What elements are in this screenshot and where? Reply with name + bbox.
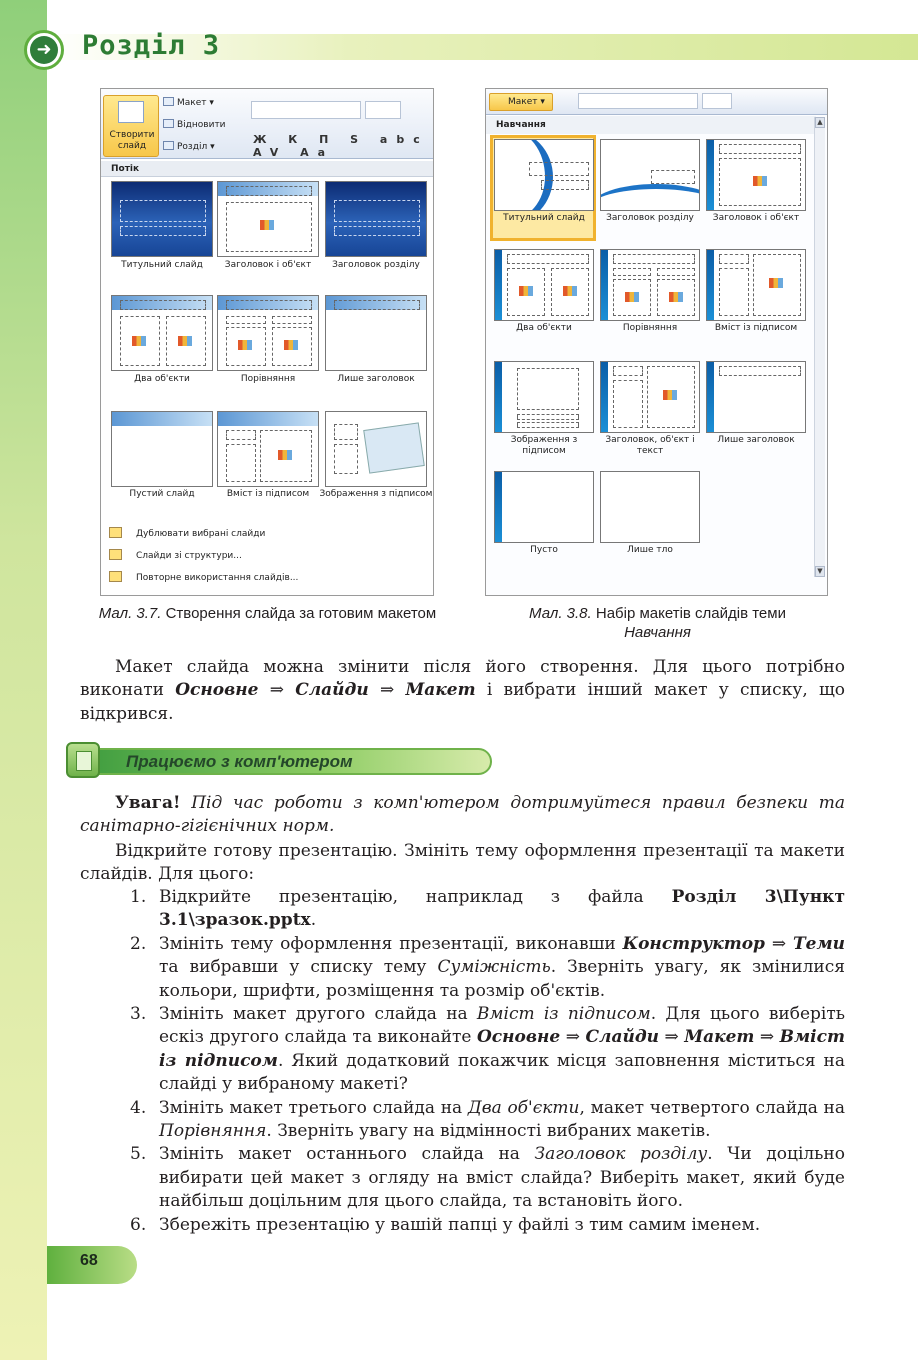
figure-3-7-caption (95, 604, 440, 623)
font-name-select[interactable] (251, 101, 361, 119)
arrow-right-icon: ➜ (30, 36, 58, 64)
new-slide-icon (118, 101, 144, 123)
layout-thumb-title-slide[interactable] (494, 139, 594, 211)
computer-icon (66, 742, 100, 778)
layout-caption: Заголовок, об'єкт і текст (605, 435, 695, 456)
section-label: Розділ (177, 142, 208, 152)
side-strip (0, 0, 47, 1360)
layout-caption: Пустий слайд (129, 489, 195, 499)
layout-thumb-picture-caption[interactable] (494, 361, 594, 433)
layout-caption: Вміст із підписом (226, 489, 310, 499)
layout-thumb-title-content[interactable] (217, 181, 319, 257)
layout-thumb-section-header[interactable] (325, 181, 427, 257)
layout-thumb-title-slide[interactable] (111, 181, 213, 257)
warning-text: Під час роботи з комп'ютером дотримуйтеся правил безпеки та санітарно-гігієнічних норм. (80, 793, 845, 837)
layout-thumb-title-only[interactable] (706, 361, 806, 433)
layout-label: Макет (508, 97, 538, 107)
outline-icon (109, 549, 122, 560)
page-number: 68 (80, 1252, 98, 1269)
font-size-select[interactable] (702, 93, 732, 109)
layout-caption: Титульний слайд (121, 260, 203, 270)
paragraph-layout-change: Макет слайда можна змінити після його створення. Для цього потрібно виконати Основне ⇒ Слайди ⇒ Макет і вибрати інший макет у списку, що відкрився. (80, 657, 845, 724)
layout-icon (163, 97, 174, 106)
caption-prefix: Мал. 3.8. (529, 605, 592, 622)
layout-caption: Два об'єкти (134, 374, 190, 384)
layout-caption: Порівняння (240, 374, 296, 384)
layout-caption: Заголовок і об'єкт (712, 213, 800, 223)
warning-paragraph (80, 792, 845, 839)
layout-thumb-comparison[interactable] (600, 249, 700, 321)
layout-caption: Зображення з підписом (510, 435, 578, 456)
layout-caption: Порівняння (622, 323, 678, 333)
banner-title: Працюємо з комп'ютером (126, 752, 353, 771)
list-item: 4. Змініть макет третього слайда на Два об'єкти, макет четвертого слайда на Порівняння. Зверніть увагу на відмінності вибраних макетів. (130, 1097, 846, 1142)
ribbon (101, 89, 434, 159)
menu-item-from-outline[interactable]: Слайди зі структури... (109, 549, 242, 561)
font-name-select[interactable] (578, 93, 698, 109)
scroll-up-icon[interactable]: ▲ (815, 117, 825, 128)
new-slide-label: Створити слайд (109, 130, 155, 151)
section-banner (66, 742, 494, 778)
warning-label: Увага! (115, 793, 181, 813)
menu-item-duplicate[interactable]: Дублювати вибрані слайди (109, 527, 265, 539)
chapter-title: Розділ 3 (82, 30, 221, 61)
list-item: 5. Змініть макет останнього слайда на Заголовок розділу. Чи доцільно вибирати цей макет з огляду на вміст слайда? Виберіть макет, який буде найбільш доцільним для цього слайда, та встановіть його. (130, 1144, 845, 1212)
layout-caption: Лише заголовок (337, 374, 415, 384)
layout-caption: Зображення з підписом (319, 489, 433, 499)
layout-caption: Два об'єкти (516, 323, 572, 333)
layout-thumb-content-caption[interactable] (217, 411, 319, 487)
layout-thumb-content-caption[interactable] (706, 249, 806, 321)
caption-text: Створення слайда за готовим макетом (161, 605, 437, 622)
layout-caption: Заголовок розділу (606, 213, 694, 223)
figure-3-7-screenshot (100, 88, 434, 596)
layout-caption: Заголовок розділу (332, 260, 420, 270)
layout-thumb-title-only[interactable] (325, 295, 427, 371)
layout-menu-button[interactable]: Макет ▾ (489, 93, 553, 111)
layout-thumb-two-content[interactable] (494, 249, 594, 321)
reset-button[interactable] (163, 119, 226, 130)
format-buttons[interactable]: Ж К П S abc AV Aa (253, 133, 429, 159)
scroll-down-icon[interactable]: ▼ (815, 566, 825, 577)
font-size-select[interactable] (365, 101, 401, 119)
figure-3-8-screenshot (485, 88, 828, 596)
layout-label: Макет (177, 98, 207, 108)
chapter-marker (24, 30, 64, 70)
reset-icon (163, 119, 174, 128)
gallery-title: Потік (101, 161, 434, 177)
layout-thumb-title-content[interactable] (706, 139, 806, 211)
ribbon (486, 89, 828, 115)
steps-list (130, 886, 845, 1237)
list-item: 6. Збережіть презентацію у вашій папці у файлі з тим самим іменем. (130, 1214, 761, 1235)
layout-thumb-picture-caption[interactable] (325, 411, 427, 487)
caption-text: Набір макетів слайдів теми (591, 605, 786, 622)
intro-paragraph: Відкрийте готову презентацію. Змініть тему оформлення презентації та макети слайдів. Для цього: (80, 841, 845, 885)
duplicate-icon (109, 527, 122, 538)
caption-theme: Навчання (624, 624, 691, 641)
layout-caption: Вміст із підписом (714, 323, 798, 333)
layout-caption: Лише заголовок (717, 435, 795, 445)
list-item: 2. Змініть тему оформлення презентації, виконавши Конструктор ⇒ Теми та вибравши у списку тему Суміжність. Зверніть увагу, як змінилися кольори, шрифти, розміщення та розмір об'єктів. (130, 933, 845, 1001)
layout-thumb-comparison[interactable] (217, 295, 319, 371)
list-item: 1. Відкрийте презентацію, наприклад з файла Розділ 3\Пункт 3.1\зразок.pptx. (130, 887, 845, 931)
layout-caption: Титульний слайд (503, 213, 585, 223)
layout-thumb-blank[interactable] (111, 411, 213, 487)
layout-thumb-section-header[interactable] (600, 139, 700, 211)
reuse-icon (109, 571, 122, 582)
menu-item-reuse[interactable]: Повторне використання слайдів... (109, 571, 298, 583)
new-slide-button[interactable] (103, 95, 159, 157)
layout-caption: Заголовок і об'єкт (224, 260, 312, 270)
layout-thumb-two-content[interactable] (111, 295, 213, 371)
layout-thumb-title-object-text[interactable] (600, 361, 700, 433)
figure-3-8-caption (485, 604, 830, 642)
layout-caption: Пусто (530, 545, 558, 555)
layout-thumb-blank[interactable] (494, 471, 594, 543)
gallery-title: Навчання (486, 116, 816, 134)
list-item: 3. Змініть макет другого слайда на Вміст із підписом. Для цього виберіть ескіз другого слайда та виконайте Основне ⇒ Слайди ⇒ Макет ⇒ Вміст із підписом. Який додатковий покажчик місця заповнення міститься на слайді у вибраному макеті? (130, 1004, 846, 1095)
layout-caption: Лише тло (627, 545, 673, 555)
scrollbar[interactable] (814, 117, 825, 577)
section-icon (163, 141, 174, 150)
layout-menu-button[interactable]: Макет ▾ (163, 97, 214, 108)
reset-label: Відновити (177, 120, 226, 130)
caption-prefix: Мал. 3.7. (98, 605, 162, 622)
layout-thumb-background-only[interactable] (600, 471, 700, 543)
section-button[interactable]: Розділ ▾ (163, 141, 215, 152)
